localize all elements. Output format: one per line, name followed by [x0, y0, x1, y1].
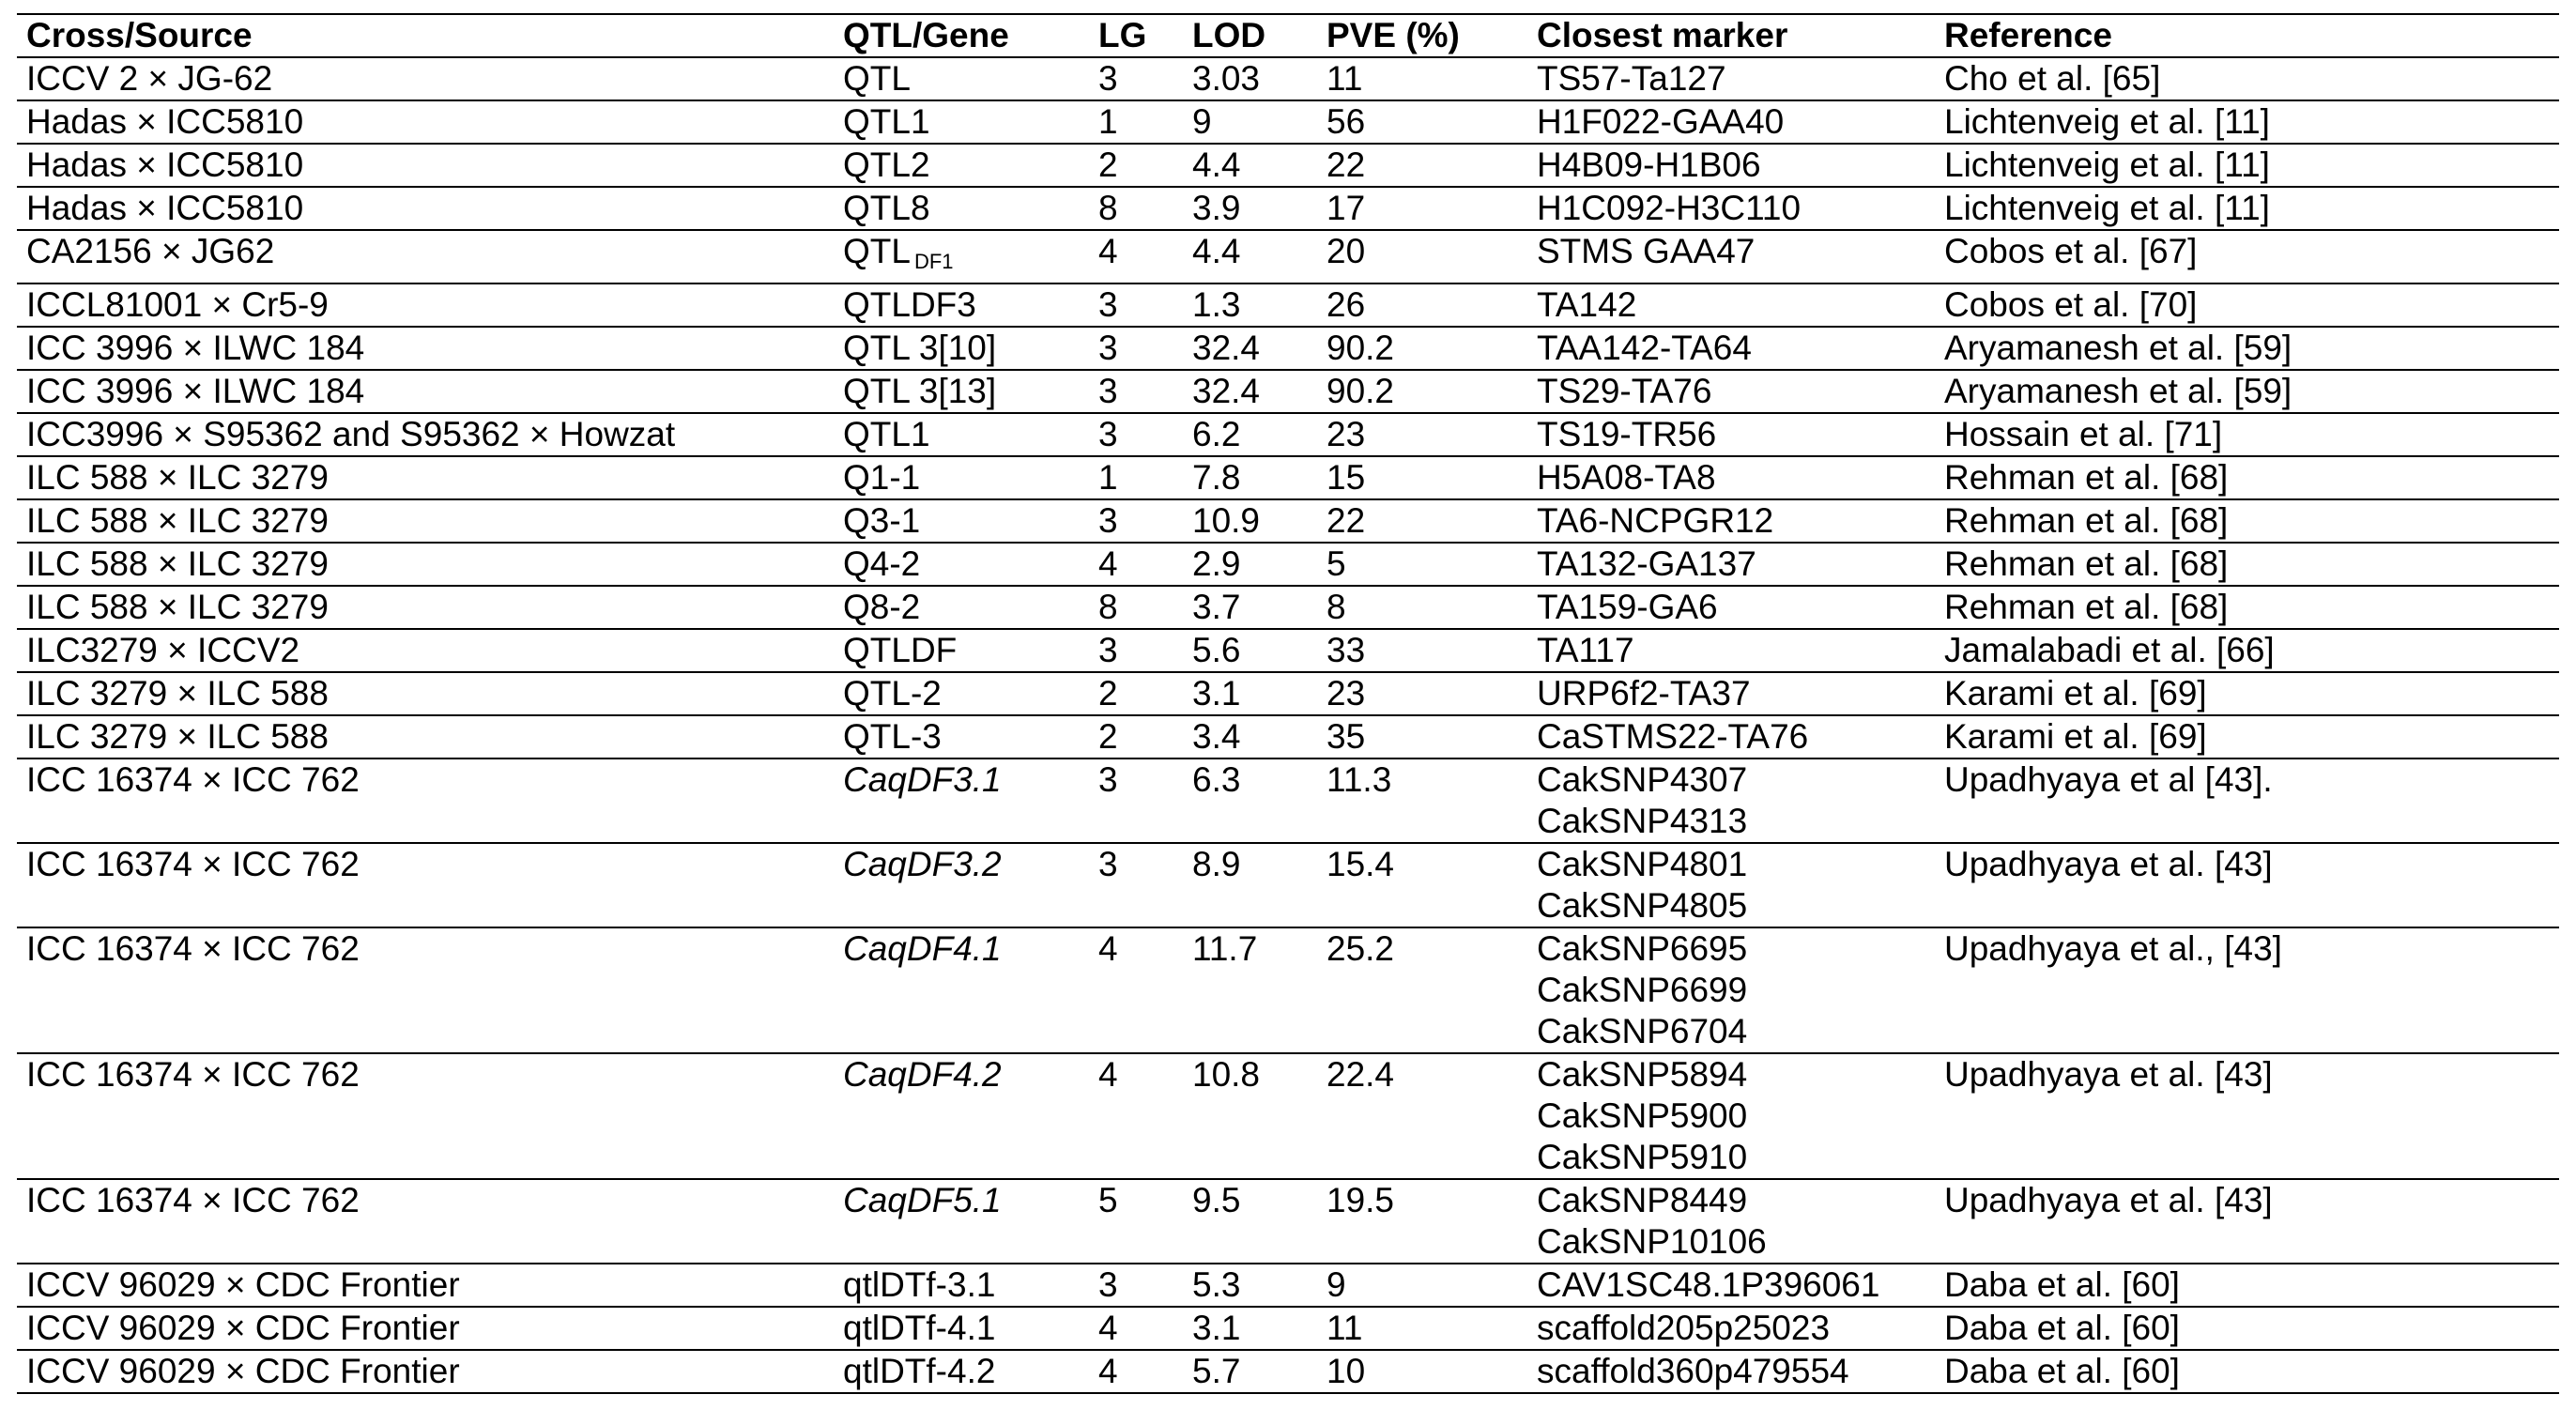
cell-closest-marker [1527, 370, 1935, 413]
cell-pve: 33 [1317, 629, 1527, 672]
qtl-name: QTL [843, 59, 911, 98]
table-row [17, 57, 2559, 100]
cell-pve: 17 [1317, 187, 1527, 230]
qtl-name: QTLDF3 [843, 285, 976, 324]
qtl-name: CaqDF3.2 [843, 845, 1002, 883]
cell-pve: 10 [1317, 1350, 1527, 1393]
cell-lg: 3 [1089, 499, 1183, 543]
qtl-name: qtlDTf-3.1 [843, 1265, 996, 1304]
table-row [17, 144, 2559, 187]
cell-pve: 26 [1317, 283, 1527, 327]
qtl-name: QTL 3[13] [843, 372, 997, 410]
cell-cross-source: ICC 16374 × ICC 762 [17, 758, 834, 843]
table-row [17, 1350, 2559, 1393]
cell-lod: 3.9 [1183, 187, 1317, 230]
cell-qtl-gene [834, 1307, 1089, 1350]
table-row [17, 499, 2559, 543]
marker-name: scaffold360p479554 [1537, 1352, 1849, 1390]
cell-cross-source: ILC 3279 × ILC 588 [17, 672, 834, 715]
cell-closest-marker [1527, 543, 1935, 586]
cell-reference: Lichtenveig et al. [11] [1935, 187, 2559, 230]
cell-pve: 22 [1317, 144, 1527, 187]
cell-qtl-gene [834, 1350, 1089, 1393]
cell-pve: 5 [1317, 543, 1527, 586]
cell-lod: 3.7 [1183, 586, 1317, 629]
cell-pve: 35 [1317, 715, 1527, 758]
marker-name: TA132-GA137 [1537, 544, 1756, 583]
cell-cross-source: ICCL81001 × Cr5-9 [17, 283, 834, 327]
marker-name: CakSNP4805 [1537, 886, 1748, 925]
qtl-name: QTL 3[10] [843, 329, 997, 367]
cell-reference: Upadhyaya et al., [43] [1935, 927, 2559, 1053]
cell-lg: 4 [1089, 1307, 1183, 1350]
cell-lod: 3.4 [1183, 715, 1317, 758]
header-cross-source: Cross/Source [17, 14, 834, 57]
marker-name: CakSNP6695 [1537, 929, 1748, 968]
cell-pve: 90.2 [1317, 370, 1527, 413]
cell-reference: Upadhyaya et al. [43] [1935, 1053, 2559, 1179]
cell-cross-source: ICC 16374 × ICC 762 [17, 1053, 834, 1179]
cell-pve: 23 [1317, 413, 1527, 456]
cell-pve: 22 [1317, 499, 1527, 543]
cell-lod: 5.6 [1183, 629, 1317, 672]
cell-closest-marker [1527, 1179, 1935, 1264]
marker-name: STMS GAA47 [1537, 232, 1756, 270]
cell-pve: 15.4 [1317, 843, 1527, 927]
cell-cross-source: ICC 16374 × ICC 762 [17, 927, 834, 1053]
cell-reference: Rehman et al. [68] [1935, 499, 2559, 543]
cell-lod: 4.4 [1183, 144, 1317, 187]
cell-lg: 3 [1089, 843, 1183, 927]
cell-qtl-gene [834, 843, 1089, 927]
table-row [17, 283, 2559, 327]
cell-closest-marker [1527, 327, 1935, 370]
marker-name: CaSTMS22-TA76 [1537, 717, 1809, 756]
cell-lg: 1 [1089, 456, 1183, 499]
table-row [17, 715, 2559, 758]
marker-name: CakSNP5910 [1537, 1138, 1748, 1176]
marker-name: TAA142-TA64 [1537, 329, 1752, 367]
cell-reference: Jamalabadi et al. [66] [1935, 629, 2559, 672]
cell-cross-source: ICC 3996 × ILWC 184 [17, 370, 834, 413]
qtl-table [17, 13, 2559, 1394]
cell-pve: 90.2 [1317, 327, 1527, 370]
cell-qtl-gene [834, 187, 1089, 230]
cell-qtl-gene [834, 327, 1089, 370]
cell-qtl-gene [834, 230, 1089, 283]
cell-closest-marker [1527, 100, 1935, 144]
cell-cross-source: ILC 588 × ILC 3279 [17, 499, 834, 543]
cell-closest-marker [1527, 843, 1935, 927]
table-row [17, 586, 2559, 629]
header-lod: LOD [1183, 14, 1317, 57]
cell-pve: 9 [1317, 1264, 1527, 1307]
table-body [17, 57, 2559, 1393]
cell-reference: Karami et al. [69] [1935, 715, 2559, 758]
qtl-name: Q1-1 [843, 458, 921, 497]
qtl-name: CaqDF4.2 [843, 1055, 1002, 1094]
marker-name: TS29-TA76 [1537, 372, 1712, 410]
cell-lod: 3.1 [1183, 1307, 1317, 1350]
cell-closest-marker [1527, 230, 1935, 283]
cell-cross-source: CA2156 × JG62 [17, 230, 834, 283]
table-row [17, 456, 2559, 499]
table-row [17, 1264, 2559, 1307]
marker-name: CakSNP6699 [1537, 971, 1748, 1009]
cell-pve: 19.5 [1317, 1179, 1527, 1264]
cell-lg: 3 [1089, 1264, 1183, 1307]
table-row [17, 629, 2559, 672]
cell-pve: 15 [1317, 456, 1527, 499]
cell-lg: 4 [1089, 927, 1183, 1053]
cell-reference: Upadhyaya et al. [43] [1935, 1179, 2559, 1264]
marker-name: TA142 [1537, 285, 1637, 324]
cell-cross-source: Hadas × ICC5810 [17, 100, 834, 144]
cell-qtl-gene [834, 672, 1089, 715]
cell-cross-source: Hadas × ICC5810 [17, 144, 834, 187]
qtl-name: QTL2 [843, 146, 930, 184]
cell-cross-source: ICCV 96029 × CDC Frontier [17, 1350, 834, 1393]
qtl-name: Q3-1 [843, 501, 921, 540]
marker-name: CakSNP5894 [1537, 1055, 1748, 1094]
marker-name: TA117 [1537, 631, 1634, 669]
cell-pve: 25.2 [1317, 927, 1527, 1053]
cell-lod: 8.9 [1183, 843, 1317, 927]
cell-lg: 3 [1089, 629, 1183, 672]
header-closest-marker: Closest marker [1527, 14, 1935, 57]
header-reference: Reference [1935, 14, 2559, 57]
cell-qtl-gene [834, 144, 1089, 187]
header-lg: LG [1089, 14, 1183, 57]
marker-name: H5A08-TA8 [1537, 458, 1716, 497]
cell-lg: 5 [1089, 1179, 1183, 1264]
table-row [17, 672, 2559, 715]
qtl-name: qtlDTf-4.2 [843, 1352, 996, 1390]
cell-lg: 8 [1089, 586, 1183, 629]
cell-closest-marker [1527, 758, 1935, 843]
cell-lod: 3.03 [1183, 57, 1317, 100]
qtl-name: Q8-2 [843, 588, 921, 626]
cell-closest-marker [1527, 499, 1935, 543]
cell-cross-source: ILC 588 × ILC 3279 [17, 543, 834, 586]
cell-cross-source: ICC 16374 × ICC 762 [17, 843, 834, 927]
cell-lg: 3 [1089, 283, 1183, 327]
cell-lod: 10.8 [1183, 1053, 1317, 1179]
qtl-name: Q4-2 [843, 544, 921, 583]
cell-cross-source: ICC 16374 × ICC 762 [17, 1179, 834, 1264]
cell-lg: 1 [1089, 100, 1183, 144]
marker-name: CakSNP4801 [1537, 845, 1748, 883]
cell-closest-marker [1527, 1350, 1935, 1393]
cell-closest-marker [1527, 1264, 1935, 1307]
cell-closest-marker [1527, 927, 1935, 1053]
cell-lod: 32.4 [1183, 327, 1317, 370]
cell-qtl-gene [834, 370, 1089, 413]
cell-lod: 4.4 [1183, 230, 1317, 283]
cell-lod: 5.7 [1183, 1350, 1317, 1393]
marker-name: H1C092-H3C110 [1537, 189, 1802, 227]
table-row [17, 1179, 2559, 1264]
cell-closest-marker [1527, 57, 1935, 100]
cell-qtl-gene [834, 543, 1089, 586]
cell-pve: 8 [1317, 586, 1527, 629]
qtl-name: CaqDF3.1 [843, 760, 1002, 799]
cell-reference: Upadhyaya et al. [43] [1935, 843, 2559, 927]
cell-lod: 3.1 [1183, 672, 1317, 715]
cell-closest-marker [1527, 1307, 1935, 1350]
cell-qtl-gene [834, 629, 1089, 672]
cell-qtl-gene [834, 100, 1089, 144]
marker-name: TA159-GA6 [1537, 588, 1718, 626]
table-row [17, 843, 2559, 927]
qtl-subscript: DF1 [913, 250, 954, 273]
cell-lod: 5.3 [1183, 1264, 1317, 1307]
marker-name: CakSNP10106 [1537, 1222, 1767, 1261]
cell-cross-source: ICCV 2 × JG-62 [17, 57, 834, 100]
cell-lg: 3 [1089, 758, 1183, 843]
cell-lg: 3 [1089, 413, 1183, 456]
cell-reference: Cobos et al. [70] [1935, 283, 2559, 327]
cell-qtl-gene [834, 413, 1089, 456]
cell-closest-marker [1527, 144, 1935, 187]
cell-reference: Aryamanesh et al. [59] [1935, 327, 2559, 370]
cell-lod: 6.2 [1183, 413, 1317, 456]
cell-qtl-gene [834, 1179, 1089, 1264]
cell-pve: 11 [1317, 57, 1527, 100]
cell-qtl-gene [834, 586, 1089, 629]
table-row [17, 187, 2559, 230]
cell-cross-source: ILC 3279 × ILC 588 [17, 715, 834, 758]
marker-name: CakSNP5900 [1537, 1096, 1748, 1135]
cell-qtl-gene [834, 1053, 1089, 1179]
cell-closest-marker [1527, 586, 1935, 629]
table-row [17, 100, 2559, 144]
cell-closest-marker [1527, 413, 1935, 456]
qtl-name: CaqDF4.1 [843, 929, 1002, 968]
cell-pve: 22.4 [1317, 1053, 1527, 1179]
cell-lod: 7.8 [1183, 456, 1317, 499]
table-row [17, 413, 2559, 456]
cell-reference: Cobos et al. [67] [1935, 230, 2559, 283]
cell-reference: Lichtenveig et al. [11] [1935, 144, 2559, 187]
cell-lg: 4 [1089, 230, 1183, 283]
qtl-name: CaqDF5.1 [843, 1181, 1002, 1219]
cell-qtl-gene [834, 1264, 1089, 1307]
marker-name: TS19-TR56 [1537, 415, 1717, 453]
marker-name: CAV1SC48.1P396061 [1537, 1265, 1880, 1304]
cell-qtl-gene [834, 927, 1089, 1053]
qtl-name: QTL1 [843, 102, 930, 141]
header-qtl-gene: QTL/Gene [834, 14, 1089, 57]
cell-lg: 8 [1089, 187, 1183, 230]
cell-qtl-gene [834, 456, 1089, 499]
cell-lod: 11.7 [1183, 927, 1317, 1053]
cell-closest-marker [1527, 715, 1935, 758]
marker-name: CakSNP8449 [1537, 1181, 1748, 1219]
marker-name: CakSNP4307 [1537, 760, 1748, 799]
cell-lg: 3 [1089, 327, 1183, 370]
cell-reference: Upadhyaya et al [43]. [1935, 758, 2559, 843]
cell-lod: 1.3 [1183, 283, 1317, 327]
qtl-name: QTL1 [843, 415, 930, 453]
qtl-name: QTL [843, 232, 911, 270]
qtl-name: QTL8 [843, 189, 930, 227]
cell-lod: 9.5 [1183, 1179, 1317, 1264]
cell-qtl-gene [834, 758, 1089, 843]
cell-lg: 3 [1089, 57, 1183, 100]
cell-reference: Rehman et al. [68] [1935, 543, 2559, 586]
table-row [17, 927, 2559, 1053]
cell-lg: 3 [1089, 370, 1183, 413]
marker-name: URP6f2-TA37 [1537, 674, 1751, 712]
table-row [17, 327, 2559, 370]
cell-reference: Cho et al. [65] [1935, 57, 2559, 100]
cell-cross-source: ILC 588 × ILC 3279 [17, 456, 834, 499]
cell-cross-source: ILC3279 × ICCV2 [17, 629, 834, 672]
cell-lg: 2 [1089, 144, 1183, 187]
table-row [17, 1307, 2559, 1350]
cell-qtl-gene [834, 57, 1089, 100]
table-row [17, 758, 2559, 843]
cell-cross-source: ICCV 96029 × CDC Frontier [17, 1307, 834, 1350]
marker-name: CakSNP6704 [1537, 1012, 1748, 1050]
cell-lg: 4 [1089, 1053, 1183, 1179]
cell-lod: 6.3 [1183, 758, 1317, 843]
table-row [17, 543, 2559, 586]
table-row [17, 230, 2559, 283]
cell-reference: Daba et al. [60] [1935, 1264, 2559, 1307]
cell-qtl-gene [834, 283, 1089, 327]
cell-cross-source: ICC3996 × S95362 and S95362 × Howzat [17, 413, 834, 456]
marker-name: H1F022-GAA40 [1537, 102, 1785, 141]
cell-lg: 4 [1089, 1350, 1183, 1393]
qtl-name: qtlDTf-4.1 [843, 1309, 996, 1347]
cell-reference: Rehman et al. [68] [1935, 456, 2559, 499]
marker-name: H4B09-H1B06 [1537, 146, 1761, 184]
cell-lod: 2.9 [1183, 543, 1317, 586]
cell-qtl-gene [834, 715, 1089, 758]
header-row [17, 14, 2559, 57]
cell-pve: 11.3 [1317, 758, 1527, 843]
cell-closest-marker [1527, 456, 1935, 499]
qtl-name: QTL-2 [843, 674, 942, 712]
cell-closest-marker [1527, 629, 1935, 672]
header-pve: PVE (%) [1317, 14, 1527, 57]
marker-name: TS57-Ta127 [1537, 59, 1726, 98]
cell-pve: 20 [1317, 230, 1527, 283]
cell-reference: Lichtenveig et al. [11] [1935, 100, 2559, 144]
table-row [17, 370, 2559, 413]
cell-reference: Rehman et al. [68] [1935, 586, 2559, 629]
cell-lod: 9 [1183, 100, 1317, 144]
cell-cross-source: ICCV 96029 × CDC Frontier [17, 1264, 834, 1307]
cell-pve: 23 [1317, 672, 1527, 715]
qtl-table-container [17, 13, 2559, 1394]
cell-reference: Hossain et al. [71] [1935, 413, 2559, 456]
cell-reference: Daba et al. [60] [1935, 1350, 2559, 1393]
cell-cross-source: Hadas × ICC5810 [17, 187, 834, 230]
cell-closest-marker [1527, 187, 1935, 230]
cell-reference: Daba et al. [60] [1935, 1307, 2559, 1350]
cell-lg: 2 [1089, 715, 1183, 758]
cell-cross-source: ILC 588 × ILC 3279 [17, 586, 834, 629]
cell-pve: 56 [1317, 100, 1527, 144]
marker-name: TA6-NCPGR12 [1537, 501, 1774, 540]
qtl-name: QTL-3 [843, 717, 942, 756]
cell-qtl-gene [834, 499, 1089, 543]
cell-lod: 32.4 [1183, 370, 1317, 413]
cell-closest-marker [1527, 283, 1935, 327]
cell-closest-marker [1527, 1053, 1935, 1179]
cell-reference: Aryamanesh et al. [59] [1935, 370, 2559, 413]
cell-reference: Karami et al. [69] [1935, 672, 2559, 715]
marker-name: CakSNP4313 [1537, 802, 1748, 840]
marker-name: scaffold205p25023 [1537, 1309, 1831, 1347]
cell-cross-source: ICC 3996 × ILWC 184 [17, 327, 834, 370]
table-header [17, 14, 2559, 57]
cell-lg: 4 [1089, 543, 1183, 586]
cell-pve: 11 [1317, 1307, 1527, 1350]
cell-closest-marker [1527, 672, 1935, 715]
qtl-name: QTLDF [843, 631, 958, 669]
table-row [17, 1053, 2559, 1179]
cell-lg: 2 [1089, 672, 1183, 715]
cell-lod: 10.9 [1183, 499, 1317, 543]
